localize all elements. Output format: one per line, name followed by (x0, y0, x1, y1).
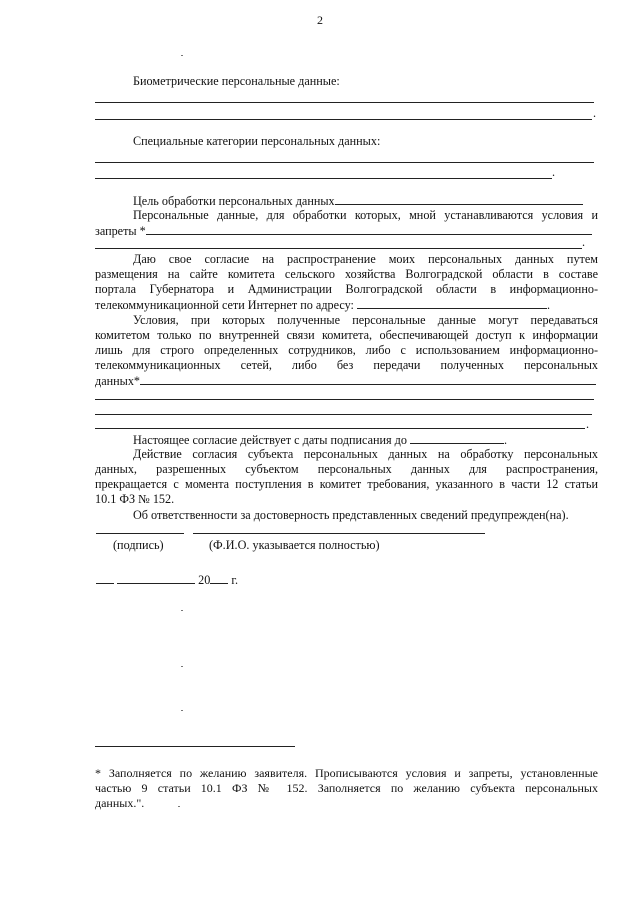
signature-line[interactable] (96, 533, 184, 534)
consent-line-2: размещения на сайте комитета сельского хозяйства Волгоградской области в составе (95, 267, 598, 281)
consent-line-4: телекоммуникационной сети Интернет по адресу: (95, 298, 354, 312)
footnote-line-2: частью 9 статьи 10.1 ФЗ № 152. Заполняется по желанию субъекта персональных (95, 781, 598, 795)
biometric-fill-line-2[interactable] (95, 119, 592, 120)
transfer-line-2: комитетом только по внутренней связи комитета, обеспечивающей доступ к информации (95, 328, 598, 342)
fio-line[interactable] (193, 533, 485, 534)
transfer-row-5 (95, 373, 598, 390)
period-mark: . (582, 235, 586, 249)
special-fill-line-1[interactable] (95, 162, 594, 163)
page-number: 2 (317, 13, 323, 27)
transfer-line-5: данных* (95, 374, 141, 388)
date-row (96, 572, 238, 589)
biometric-label: Биометрические персональные данные: (133, 74, 340, 88)
footnote-line-1: * Заполняется по желанию заявителя. Прописываются условия и запреты, установленные (95, 766, 598, 780)
biometric-fill-line-1[interactable] (95, 102, 594, 103)
scan-speck (178, 806, 180, 807)
scan-speck (181, 55, 183, 56)
validity-row: Настоящее согласие действует с даты подписания до . (133, 433, 508, 447)
transfer-fill-line-4[interactable] (95, 428, 585, 429)
responsibility-text: Об ответственности за достоверность представленных сведений предупрежден(на). (133, 508, 569, 522)
date-year-suffix: г. (231, 573, 238, 587)
conditions-fill[interactable] (146, 223, 592, 235)
transfer-line-4: телекоммуникационных сетей, либо без передачи полученных персональных (95, 358, 598, 372)
special-categories-label: Специальные категории персональных данных: (133, 134, 381, 148)
transfer-line-3: лишь для строго определенных сотрудников, либо с использованием информационно- (95, 343, 598, 357)
fio-label: (Ф.И.О. указывается полностью) (209, 538, 380, 552)
signature-label: (подпись) (113, 538, 164, 552)
termination-line-2: данных, разрешенных субъектом персональных данных для распространения, (95, 462, 598, 476)
transfer-line-1: Условия, при которых полученные персональные данные могут передаваться (133, 313, 598, 327)
purpose-fill[interactable] (335, 193, 583, 205)
termination-line-1: Действие согласия субъекта персональных данных на обработку персональных (133, 447, 598, 461)
valid-from-text: Настоящее согласие действует с даты подписания до (133, 433, 407, 447)
transfer-fill-line-2[interactable] (95, 399, 594, 400)
date-year-prefix: 20 (198, 573, 211, 587)
scan-speck (181, 710, 183, 711)
date-month-fill[interactable] (117, 572, 195, 584)
conditions-row-2 (95, 223, 598, 240)
conditions-line-2: запреты * (95, 224, 146, 238)
transfer-fill[interactable] (140, 373, 596, 385)
consent-line-3: портала Губернатора и Администрации Волгоградской области в информационно- (95, 282, 598, 296)
purpose-label: Цель обработки персональных данных (133, 194, 335, 208)
date-day-fill[interactable] (96, 572, 114, 584)
termination-line-3: прекращается с момента поступления в комитет требования, указанного в части 12 статьи (95, 477, 598, 491)
period-mark: . (586, 417, 590, 431)
period-mark: . (593, 106, 597, 120)
period-mark: . (552, 165, 556, 179)
consent-line-1: Даю свое согласие на распространение моих персональных данных путем (133, 252, 598, 266)
transfer-fill-line-3[interactable] (95, 414, 592, 415)
scan-speck (181, 610, 183, 611)
special-fill-line-2[interactable] (95, 178, 552, 179)
termination-line-4: 10.1 ФЗ № 152. (95, 492, 175, 506)
date-year-fill[interactable] (210, 572, 228, 584)
website-address-fill[interactable] (357, 297, 547, 309)
valid-until-fill[interactable] (410, 432, 504, 444)
scan-speck (181, 666, 183, 667)
consent-row-4: телекоммуникационной сети Интернет по адресу: . (95, 298, 551, 312)
conditions-line-1: Персональные данные, для обработки которых, мной устанавливаются условия и (133, 208, 598, 222)
conditions-fill-line-2[interactable] (95, 248, 582, 249)
footnote-line-3: данных.". (95, 796, 145, 810)
footnote-separator (95, 746, 295, 747)
